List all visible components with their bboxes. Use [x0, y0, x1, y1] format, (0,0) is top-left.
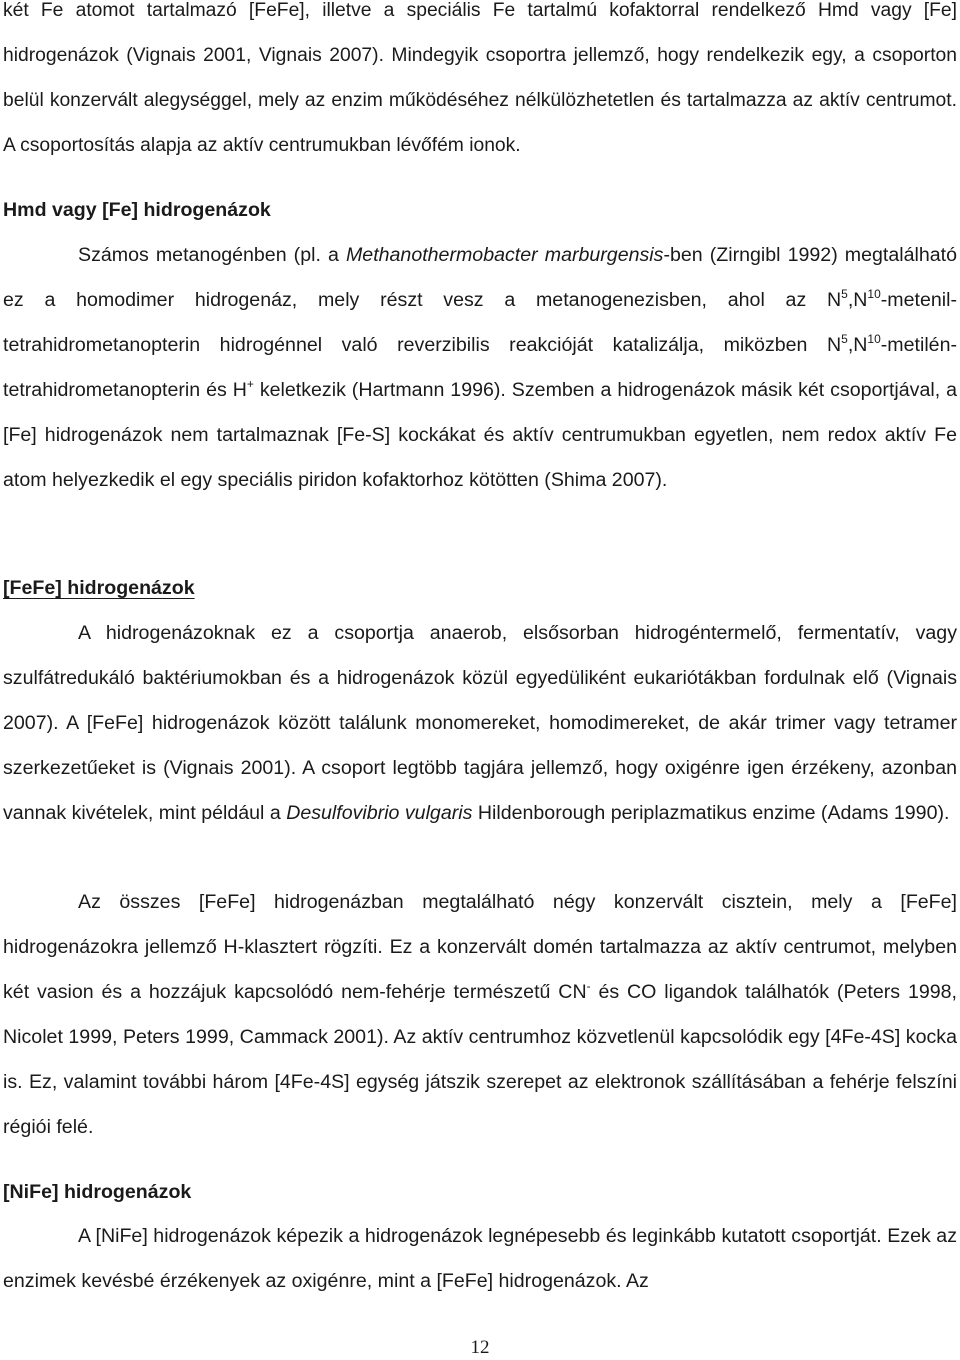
- section-heading-nife: [NiFe] hidrogenázok: [3, 1181, 192, 1203]
- species-name: Methanothermobacter marburgensis: [345, 244, 664, 266]
- fefe-paragraph-2: Az összes [FeFe] hidrogenázban megtalálható négy konzervált cisztein, mely a [FeFe] hidrogenázokra jellemző H-klasztert rögzíti. Ez a konzervált domén tartalmazza az aktív centrumot, melyben két vasion és a hozzájuk kapcsolódó nem-fehérje természetű CN- és CO ligandok találhatók (Peters 1998, Nicolet 1999, Peters 1999, Cammack 2001). Az aktív centrumhoz közvetlenül kapcsolódik egy [4Fe-4S] kocka is. Ez, valamint további három [4Fe-4S] egység játszik szerepet az elektronok szállításában a fehérje felszíni régiói felé.: [3, 891, 957, 1138]
- section-heading-fefe: [FeFe] hidrogenázok: [3, 577, 195, 599]
- hmd-paragraph: Számos metanogénben (pl. a Methanothermobacter marburgensis-ben (Zirngibl 1992) megtalálható ez a homodimer hidrogenáz, mely részt vesz a metanogenezisben, ahol az $N^5,N^{10}-metenil$-tetrahidrometanopterin hidrogénnel való reverzibilis reakcióját katalizálja, miközben $N^5,N^{10}-metilén$-tetrahidrometanopterin és H+ keletkezik (Hartmann 1996). Szemben a hidrogenázok másik két csoportjával, a [Fe] hidrogenázok nem tartalmaznak [Fe-S] kockákat és aktív centrumukban egyetlen, nem redox aktív Fe atom helyezkedik el egy speciális piridon kofaktorhoz kötötten (Shima 2007).: [3, 244, 957, 491]
- page-number: 12: [470, 1337, 490, 1358]
- nife-paragraph-1: A [NiFe] hidrogenázok képezik a hidrogenázok legnépesebb és leginkább kutatott csoportját. Ezek az enzimek kevésbé érzékenyek az oxigénre, mint a [FeFe] hidrogenázok. Az: [3, 1225, 957, 1292]
- intro-paragraph: [3, 0, 957, 168]
- section-heading-hmd: Hmd vagy [Fe] hidrogenázok: [3, 199, 271, 221]
- intro-text: két Fe atomot tartalmazó [FeFe], illetve a speciális Fe tartalmú kofaktorral rendelkező Hmd vagy [Fe] hidrogenázok (Vignais 2001, Vignais 2007). Mindegyik csoportra jellemző, hogy rendelkezik egy, a csoporton belül konzervált alegységgel, mely az enzim működéséhez nélkülözhetetlen és tartalmazza az aktív centrumot. A csoportosítás alapja az aktív centrumukban lévőfém ionok.: [3, 0, 957, 156]
- fefe-paragraph-1: A hidrogenázoknak ez a csoportja anaerob, elsősorban hidrogéntermelő, fermentatív, vagy szulfátredukáló baktériumokban és a hidrogenázok közül egyedüliként eukariótákban fordulnak elő (Vignais 2007). A [FeFe] hidrogenázok között találunk monomereket, homodimereket, de akár trimer vagy tetramer szerkezetűeket is (Vignais 2001). A csoport legtöbb tagjára jellemző, hogy oxigénre igen érzékeny, azonban vannak kivételek, mint például a Desulfovibrio vulgaris Hildenborough periplazmatikus enzime (Adams 1990).: [3, 622, 957, 824]
- species-name: Desulfovibrio vulgaris: [286, 802, 473, 824]
